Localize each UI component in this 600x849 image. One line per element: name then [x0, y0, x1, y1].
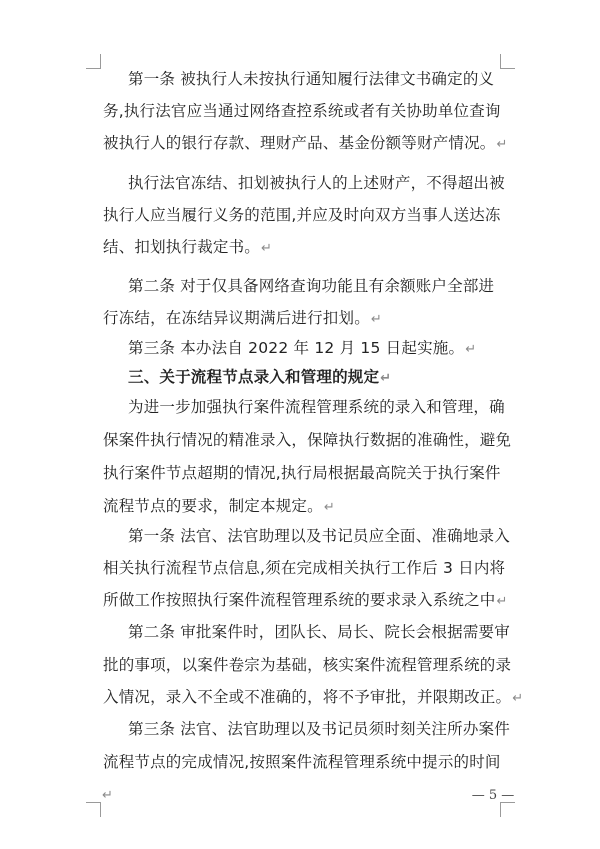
crop-mark-top-left	[86, 54, 101, 69]
crop-mark-bottom-right	[500, 802, 515, 817]
paragraph-mark: ↵	[465, 342, 477, 357]
body-line: 第二条 审批案件时，团队长、局长、院长会根据需要审	[128, 623, 510, 641]
page-number: — 5 —	[471, 788, 515, 803]
crop-mark-bottom-left	[86, 802, 101, 817]
body-line: 批的事项，以案件卷宗为基础，核实案件流程管理系统的录	[103, 656, 512, 674]
body-line: 被执行人的银行存款、理财产品、基金份额等财产情况。↵	[103, 134, 508, 152]
body-line: 结、扣划执行裁定书。↵	[103, 238, 273, 256]
paragraph-mark: ↵	[261, 241, 273, 256]
body-line: 流程节点的完成情况,按照案件流程管理系统中提示的时间	[103, 753, 501, 771]
body-line: 相关执行流程节点信息,须在完成相关执行工作后 3 日内将	[103, 559, 506, 577]
body-line: 第三条 本办法自 2022 年 12 月 15 日起实施。↵	[128, 339, 477, 357]
body-line: 行冻结，在冻结异议期满后进行扣划。↵	[103, 309, 382, 327]
paragraph-mark: ↵	[496, 594, 508, 609]
paragraph-mark: ↵	[512, 691, 524, 706]
body-line: 执行法官冻结、扣划被执行人的上述财产，不得超出被	[128, 174, 505, 192]
body-line: 为进一步加强执行案件流程管理系统的录入和管理，确	[128, 398, 505, 416]
section-heading: 三、关于流程节点录入和管理的规定↵	[128, 368, 392, 386]
body-line: 所做工作按照执行案件流程管理系统的要求录入系统之中↵	[103, 591, 508, 609]
body-line: 入情况，录入不全或不准确的，将不予审批，并限期改正。↵	[103, 688, 524, 706]
body-line: 执行案件节点超期的情况,执行局根据最高院关于执行案件	[103, 464, 501, 482]
paragraph-mark: ↵	[496, 137, 508, 152]
body-line: 第一条 被执行人未按执行通知履行法律文书确定的义	[128, 70, 495, 88]
paragraph-mark: ↵	[380, 371, 392, 386]
body-line: 第二条 对于仅具备网络查询功能且有余额账户全部进	[128, 277, 495, 295]
footer-paragraph-mark: ↵	[102, 788, 113, 803]
paragraph-mark: ↵	[370, 312, 382, 327]
paragraph-mark: ↵	[323, 500, 335, 515]
body-line: 第一条 法官、法官助理以及书记员应全面、准确地录入	[128, 527, 510, 545]
body-line: 保案件执行情况的精准录入，保障执行数据的准确性，避免	[103, 431, 512, 449]
body-line: 执行人应当履行义务的范围,并应及时向双方当事人送达冻	[103, 206, 501, 224]
body-line: 第三条 法官、法官助理以及书记员须时刻关注所办案件	[128, 720, 510, 738]
body-line: 务,执行法官应当通过网络查控系统或者有关协助单位查询	[103, 102, 501, 120]
body-line: 流程节点的要求，制定本规定。↵	[103, 497, 335, 515]
